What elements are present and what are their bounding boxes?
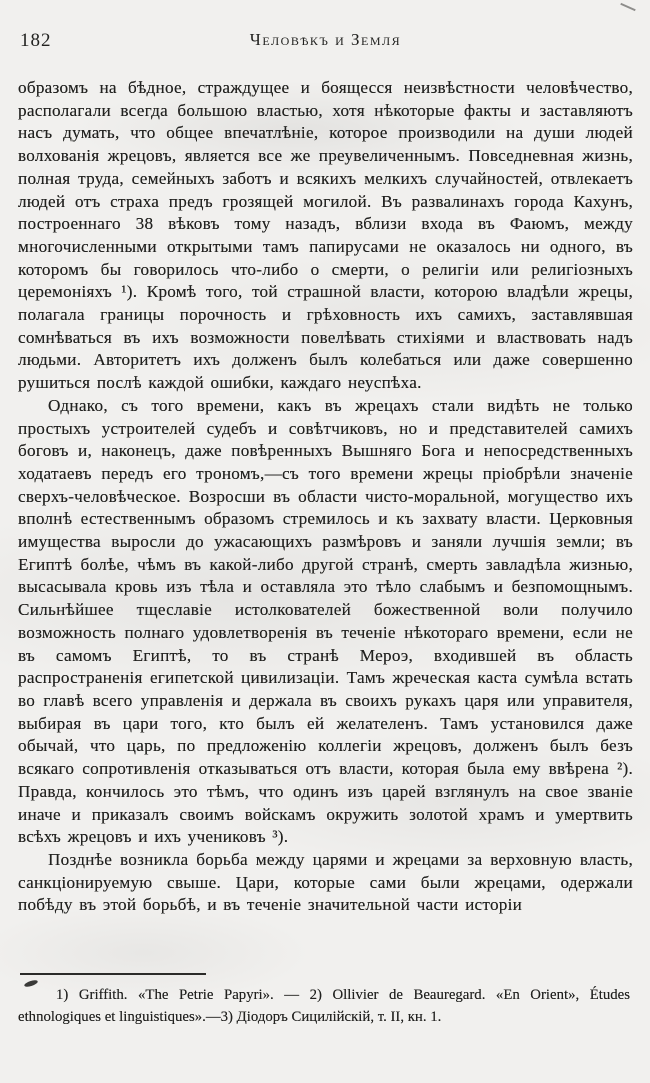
paragraph-continuation: образомъ на бѣдное, страждущее и боящесся неизвѣстности человѣчество, располагали всегда большою властью, хотя нѣкоторые факты и заставляютъ насъ думать, что общее впечатлѣніе, которое производили на души людей волхованія жрецовъ, является все же преувеличеннымъ. Повседневная жизнь, полная труда, семейныхъ заботъ и всякихъ мелкихъ случайностей, отвлекаетъ людей отъ страха предъ грозящей могилой. Въ развалинахъ города Кахунъ, построеннаго 38 вѣковъ тому назадъ, вблизи входа въ Фаюмъ, между многочисленными открытыми тамъ папирусами не оказалось ни одного, въ которомъ бы говорилось что-либо о смерти, о религіи или религіозныхъ церемоніяхъ ¹). Кромѣ того, той страшной власти, которою владѣли жрецы, полагала границы порочность и грѣховность ихъ самихъ, заставлявшая сомнѣваться въ ихъ возможности повелѣвать стихіями и властвовать надъ людьми. Авторитетъ ихъ долженъ былъ колебаться или даже совершенно рушиться послѣ каждой ошибки, каждаго неуспѣха.	[18, 78, 633, 393]
footnotes-block	[18, 985, 630, 1028]
footnote-text: 1) Griffith. «The Petrie Papyri». — 2) Ollivier de Beauregard. «En Orient», Études ethnologiques et linguistiques».—3) Діодоръ Сицилійскій, т. II, кн. 1.	[18, 987, 630, 1025]
paragraph: Однако, съ того времени, какъ въ жрецахъ стали видѣть не только простыхъ устроителей судебъ и совѣтчиковъ, но и представителей самихъ боговъ и, наконецъ, даже повѣренныхъ Вышняго Бога и непосредственныхъ ходатаевъ передъ его трономъ,—съ того времени жрецы пріобрѣли значеніе сверхъ-человѣческое. Возросши въ области чисто-моральной, могущество ихъ вполнѣ естественнымъ образомъ стремилось и къ захвату власти. Церковныя имущества выросли до ужасающихъ размѣровъ и заняли лучшія земли; въ Египтѣ болѣе, чѣмъ въ какой-либо другой странѣ, смерть завладѣла жизнью, высасывала кровь изъ тѣла и оставляла это тѣло слабымъ и безпомощнымъ. Сильнѣйшее тщеславіе истолкователей божественной воли получило возможность полнаго удовлетворенія въ теченіе нѣкотораго времени, если не въ самомъ Египтѣ, то въ странѣ Мероэ, входившей въ область распространенія египетской цивилизаціи. Тамъ жреческая каста сумѣла встать во главѣ всего управленія и держала въ своихъ рукахъ царя или управителя, выбирая въ цари того, кто былъ ей желателенъ. Тамъ установился даже обычай, что царь, по предложенію коллегіи жрецовъ, долженъ былъ безъ всякаго сопротивленія отказываться отъ власти, которая была ему ввѣрена ²). Правда, кончилось это тѣмъ, что одинъ изъ царей взглянулъ на свое званіе иначе и приказалъ своимъ войскамъ окружить золотой храмъ и умертвить всѣхъ жрецовъ и ихъ учениковъ ³).	[18, 395, 633, 847]
paragraph: Позднѣе возникла борьба между царями и жрецами за верховную власть, санкціонируемую свыше. Цари, которые сами были жрецами, одержали побѣду въ этой борьбѣ, и въ теченіе значительной части исторіи	[18, 849, 633, 915]
page-number: 182	[20, 30, 52, 51]
running-title: Человѣкъ и Земля	[249, 30, 402, 49]
scan-artifact-corner	[620, 3, 635, 11]
footnote-separator	[20, 973, 206, 975]
page-header	[18, 30, 633, 54]
page-body	[18, 77, 633, 917]
